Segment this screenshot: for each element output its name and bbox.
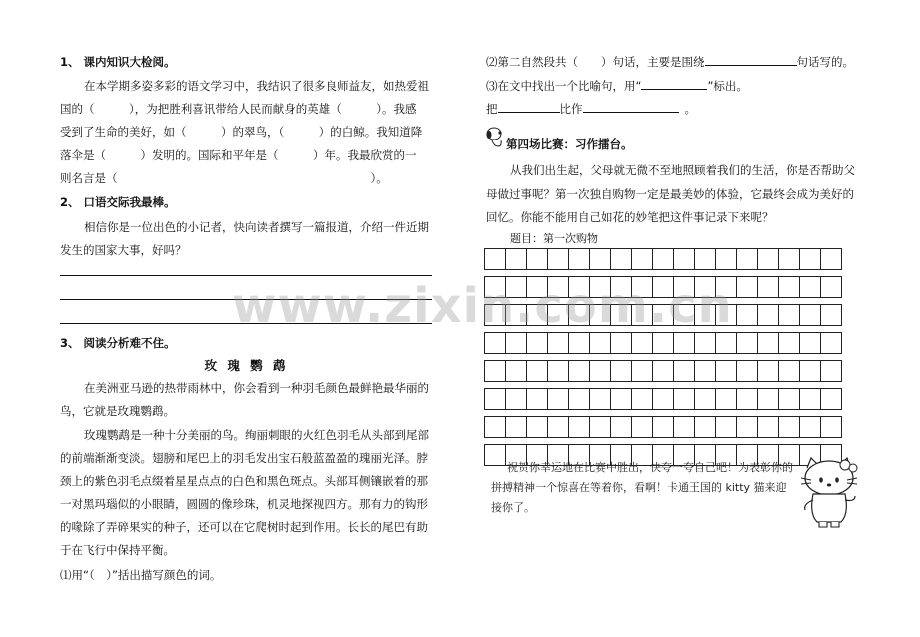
grid-cell[interactable] xyxy=(674,333,695,354)
grid-cell[interactable] xyxy=(821,333,842,354)
grid-gap-cell xyxy=(674,438,695,445)
grid-row xyxy=(485,277,842,298)
grid-cell[interactable] xyxy=(758,333,779,354)
grid-cell[interactable] xyxy=(800,249,821,270)
grid-gap-cell xyxy=(674,382,695,389)
grid-gap-cell xyxy=(569,410,590,417)
grid-cell[interactable] xyxy=(590,389,611,410)
grid-gap-cell xyxy=(548,270,569,277)
grid-cell[interactable] xyxy=(653,305,674,326)
grid-gap-cell xyxy=(653,354,674,361)
grid-gap-cell xyxy=(527,270,548,277)
grid-row xyxy=(485,389,842,410)
grid-row-gap xyxy=(485,438,842,445)
grid-cell[interactable] xyxy=(569,389,590,410)
grid-row xyxy=(485,361,842,382)
grid-gap-cell xyxy=(716,354,737,361)
underline-sample xyxy=(641,82,707,90)
grid-cell[interactable] xyxy=(800,417,821,438)
grid-cell[interactable] xyxy=(674,417,695,438)
question-2 xyxy=(486,54,854,70)
grid-gap-cell xyxy=(569,270,590,277)
article-line: 在美洲亚马逊的热带雨林中，你会看到一种羽毛颜色最鲜艳最华丽的 xyxy=(84,381,429,395)
grid-cell[interactable] xyxy=(485,417,506,438)
grid-gap-cell xyxy=(506,382,527,389)
grid-cell[interactable] xyxy=(569,361,590,382)
section-1-line: 则名言是（ ）。 xyxy=(60,171,388,185)
hello-kitty-icon xyxy=(795,456,865,528)
grid-gap-cell xyxy=(611,326,632,333)
grid-cell[interactable] xyxy=(779,361,800,382)
grid-gap-cell xyxy=(821,410,842,417)
grid-cell[interactable] xyxy=(611,305,632,326)
grid-gap-cell xyxy=(674,326,695,333)
grid-gap-cell xyxy=(653,438,674,445)
grid-row-gap xyxy=(485,410,842,417)
grid-cell[interactable] xyxy=(674,277,695,298)
grid-cell[interactable] xyxy=(758,305,779,326)
grid-cell[interactable] xyxy=(821,361,842,382)
grid-gap-cell xyxy=(548,410,569,417)
grid-cell[interactable] xyxy=(737,277,758,298)
grid-cell[interactable] xyxy=(800,389,821,410)
section-4-heading: 第四场比赛：习作擂台。 xyxy=(506,137,633,151)
grid-gap-cell xyxy=(569,438,590,445)
grid-cell[interactable] xyxy=(548,389,569,410)
grid-gap-cell xyxy=(800,354,821,361)
grid-cell[interactable] xyxy=(758,361,779,382)
grid-gap-cell xyxy=(674,298,695,305)
grid-cell[interactable] xyxy=(611,389,632,410)
question-2-tail: 句话写的。 xyxy=(796,55,854,69)
grid-gap-cell xyxy=(611,410,632,417)
question-3-text: ⑶在文中找出一个比喻句，用“ xyxy=(486,79,642,93)
article-line: 一对黑玛瑙似的小眼睛，圆圆的像珍珠，机灵地探视四方。那有力的钩形 xyxy=(60,497,428,511)
grid-gap-cell xyxy=(653,326,674,333)
grid-cell[interactable] xyxy=(737,249,758,270)
grid-cell[interactable] xyxy=(779,277,800,298)
grid-cell[interactable] xyxy=(779,249,800,270)
grid-cell[interactable] xyxy=(674,389,695,410)
grid-cell[interactable] xyxy=(695,417,716,438)
grid-gap-cell xyxy=(716,298,737,305)
grid-cell[interactable] xyxy=(485,389,506,410)
grid-cell[interactable] xyxy=(569,333,590,354)
grid-cell[interactable] xyxy=(800,333,821,354)
grid-gap-cell xyxy=(800,326,821,333)
grid-gap-cell xyxy=(695,410,716,417)
grid-gap-cell xyxy=(485,354,506,361)
grid-cell[interactable] xyxy=(779,389,800,410)
grid-gap-cell xyxy=(779,438,800,445)
grid-row xyxy=(485,305,842,326)
grid-cell[interactable] xyxy=(716,305,737,326)
grid-gap-cell xyxy=(779,354,800,361)
grid-row-gap xyxy=(485,270,842,277)
grid-cell[interactable] xyxy=(695,333,716,354)
grid-gap-cell xyxy=(590,326,611,333)
grid-gap-cell xyxy=(611,354,632,361)
grid-gap-cell xyxy=(779,298,800,305)
grid-cell[interactable] xyxy=(674,361,695,382)
grid-cell[interactable] xyxy=(506,389,527,410)
grid-gap-cell xyxy=(779,382,800,389)
grid-cell[interactable] xyxy=(632,333,653,354)
article-line: 鸟，它就是玫瑰鹦鹉。 xyxy=(60,404,175,418)
grid-cell[interactable] xyxy=(716,277,737,298)
grid-cell[interactable] xyxy=(548,305,569,326)
grid-cell[interactable] xyxy=(506,417,527,438)
grid-cell[interactable] xyxy=(611,333,632,354)
grid-gap-cell xyxy=(590,438,611,445)
grid-gap-cell xyxy=(527,438,548,445)
grid-gap-cell xyxy=(569,382,590,389)
grid-gap-cell xyxy=(590,270,611,277)
answer-line[interactable] xyxy=(60,323,432,324)
answer-line[interactable] xyxy=(60,299,432,300)
question-3 xyxy=(486,78,748,94)
grid-row-gap xyxy=(485,382,842,389)
grid-cell[interactable] xyxy=(632,249,653,270)
grid-cell[interactable] xyxy=(527,305,548,326)
section-1-line: 在本学期多姿多彩的语文学习中，我结识了很多良师益友，如热爱祖 xyxy=(84,79,429,93)
grid-gap-cell xyxy=(779,270,800,277)
section-2-line: 相信你是一位出色的小记者，快向读者撰写一篇报道，介绍一件近期 xyxy=(84,220,429,234)
grid-cell[interactable] xyxy=(527,417,548,438)
answer-blank[interactable] xyxy=(498,101,560,113)
grid-gap-cell xyxy=(800,382,821,389)
section-2-line: 发生的国家大事，好吗？ xyxy=(60,243,187,257)
grid-gap-cell xyxy=(485,438,506,445)
grid-cell[interactable] xyxy=(674,305,695,326)
grid-gap-cell xyxy=(527,354,548,361)
prompt-line: 从我们出生起，父母就无微不至地照顾着我们的生活，你是否帮助父 xyxy=(510,163,855,177)
grid-row-gap xyxy=(485,298,842,305)
grid-cell[interactable] xyxy=(569,305,590,326)
grid-cell[interactable] xyxy=(821,417,842,438)
grid-gap-cell xyxy=(506,438,527,445)
grid-gap-cell xyxy=(611,298,632,305)
grid-gap-cell xyxy=(632,326,653,333)
grid-cell[interactable] xyxy=(779,333,800,354)
grid-gap-cell xyxy=(506,354,527,361)
grid-gap-cell xyxy=(800,298,821,305)
grid-cell[interactable] xyxy=(569,417,590,438)
grid-cell[interactable] xyxy=(506,249,527,270)
grid-gap-cell xyxy=(653,382,674,389)
grid-gap-cell xyxy=(548,354,569,361)
question-2-text: ⑵第二自然段共（ ）句话，主要是围绕 xyxy=(486,55,705,69)
grid-cell[interactable] xyxy=(674,249,695,270)
grid-cell[interactable] xyxy=(800,305,821,326)
simile-prefix: 把 xyxy=(486,102,498,116)
grid-gap-cell xyxy=(737,326,758,333)
grid-gap-cell xyxy=(779,410,800,417)
grid-cell[interactable] xyxy=(737,417,758,438)
grid-gap-cell xyxy=(800,410,821,417)
grid-cell[interactable] xyxy=(611,249,632,270)
grid-cell[interactable] xyxy=(548,361,569,382)
grid-gap-cell xyxy=(821,298,842,305)
grid-cell[interactable] xyxy=(758,249,779,270)
grid-cell[interactable] xyxy=(653,417,674,438)
grid-cell[interactable] xyxy=(821,305,842,326)
grid-cell[interactable] xyxy=(548,417,569,438)
grid-cell[interactable] xyxy=(569,277,590,298)
grid-cell[interactable] xyxy=(695,361,716,382)
grid-gap-cell xyxy=(821,326,842,333)
article-title: 玫 瑰 鹦 鹉 xyxy=(204,358,289,373)
grid-cell[interactable] xyxy=(527,361,548,382)
grid-gap-cell xyxy=(716,382,737,389)
grid-gap-cell xyxy=(716,438,737,445)
grid-cell[interactable] xyxy=(527,277,548,298)
grid-cell[interactable] xyxy=(716,417,737,438)
grid-cell[interactable] xyxy=(737,389,758,410)
grid-row-gap xyxy=(485,354,842,361)
grid-cell[interactable] xyxy=(611,417,632,438)
grid-gap-cell xyxy=(485,298,506,305)
grid-cell[interactable] xyxy=(527,249,548,270)
grid-gap-cell xyxy=(632,270,653,277)
grid-cell[interactable] xyxy=(800,277,821,298)
grid-gap-cell xyxy=(506,298,527,305)
grid-row xyxy=(485,417,842,438)
grid-cell[interactable] xyxy=(737,333,758,354)
grid-cell[interactable] xyxy=(485,305,506,326)
grid-cell[interactable] xyxy=(548,277,569,298)
grid-gap-cell xyxy=(569,354,590,361)
grid-cell[interactable] xyxy=(506,361,527,382)
grid-gap-cell xyxy=(506,270,527,277)
grid-gap-cell xyxy=(695,438,716,445)
grid-gap-cell xyxy=(800,270,821,277)
grid-cell[interactable] xyxy=(527,333,548,354)
grid-gap-cell xyxy=(506,326,527,333)
grid-cell[interactable] xyxy=(716,333,737,354)
grid-cell[interactable] xyxy=(821,249,842,270)
grid-gap-cell xyxy=(758,410,779,417)
grid-gap-cell xyxy=(632,382,653,389)
grid-gap-cell xyxy=(695,354,716,361)
grid-gap-cell xyxy=(737,438,758,445)
grid-gap-cell xyxy=(758,438,779,445)
answer-blank[interactable] xyxy=(705,54,797,66)
grid-gap-cell xyxy=(737,354,758,361)
grid-cell[interactable] xyxy=(758,277,779,298)
grid-gap-cell xyxy=(674,410,695,417)
grid-cell[interactable] xyxy=(590,361,611,382)
grid-gap-cell xyxy=(737,410,758,417)
answer-line[interactable] xyxy=(60,275,432,276)
grid-cell[interactable] xyxy=(653,249,674,270)
grid-gap-cell xyxy=(821,438,842,445)
grid-cell[interactable] xyxy=(695,305,716,326)
question-1: ⑴用“（ ）”括出描写颜色的词。 xyxy=(60,568,222,582)
answer-blank[interactable] xyxy=(583,101,679,113)
grid-gap-cell xyxy=(758,270,779,277)
grid-cell[interactable] xyxy=(653,389,674,410)
grid-gap-cell xyxy=(527,382,548,389)
grid-gap-cell xyxy=(632,438,653,445)
article-line: 的喙除了弄碎果实的种子，还可以在它爬树时起到作用。长长的尾巴有助 xyxy=(60,520,428,534)
grid-gap-cell xyxy=(821,354,842,361)
simile-middle: 比作 xyxy=(559,102,583,116)
grid-cell[interactable] xyxy=(716,249,737,270)
grid-gap-cell xyxy=(737,298,758,305)
grid-gap-cell xyxy=(548,326,569,333)
grid-cell[interactable] xyxy=(569,249,590,270)
grid-gap-cell xyxy=(569,298,590,305)
grid-cell[interactable] xyxy=(590,305,611,326)
grid-cell[interactable] xyxy=(779,305,800,326)
grid-gap-cell xyxy=(569,326,590,333)
grid-gap-cell xyxy=(611,438,632,445)
grid-gap-cell xyxy=(632,410,653,417)
grid-cell[interactable] xyxy=(758,389,779,410)
grid-cell[interactable] xyxy=(716,361,737,382)
section-1-line: 落伞是（ ）发明的。国际和平年是（ ）年。我最欣赏的一 xyxy=(60,148,417,162)
grid-gap-cell xyxy=(527,326,548,333)
grid-gap-cell xyxy=(527,298,548,305)
grid-cell[interactable] xyxy=(758,417,779,438)
grid-gap-cell xyxy=(590,410,611,417)
grid-gap-cell xyxy=(611,382,632,389)
grid-cell[interactable] xyxy=(653,361,674,382)
grid-gap-cell xyxy=(716,410,737,417)
prompt-line: 母做过事呢？第一次独自购物一定是最美妙的体验，它最终会成为美好的 xyxy=(486,187,854,201)
grid-gap-cell xyxy=(548,438,569,445)
simile-answer xyxy=(486,101,696,117)
grid-gap-cell xyxy=(611,270,632,277)
question-3-tail: ”标出。 xyxy=(707,79,748,93)
grid-gap-cell xyxy=(590,298,611,305)
grid-gap-cell xyxy=(695,326,716,333)
grid-gap-cell xyxy=(590,354,611,361)
grid-cell[interactable] xyxy=(548,249,569,270)
grid-gap-cell xyxy=(695,270,716,277)
grid-cell[interactable] xyxy=(695,277,716,298)
grid-cell[interactable] xyxy=(821,277,842,298)
essay-topic: 题目：第一次购物 xyxy=(510,232,598,245)
grid-gap-cell xyxy=(758,382,779,389)
grid-cell[interactable] xyxy=(653,277,674,298)
grid-cell[interactable] xyxy=(779,417,800,438)
grid-gap-cell xyxy=(632,354,653,361)
article-line: 的前端渐渐变淡。翅膀和尾巴上的羽毛发出宝石般蓝盈盈的瑰丽光泽。脖 xyxy=(60,451,428,465)
grid-gap-cell xyxy=(758,354,779,361)
grid-cell[interactable] xyxy=(632,361,653,382)
watermark: www.zixin.com.cn xyxy=(232,278,733,334)
grid-cell[interactable] xyxy=(485,333,506,354)
grid-gap-cell xyxy=(674,270,695,277)
grid-cell[interactable] xyxy=(485,277,506,298)
grid-cell[interactable] xyxy=(527,389,548,410)
section-1-line: 国的（ ），为把胜利喜讯带给人民而献身的英雄（ ）。我感 xyxy=(60,102,417,116)
grid-cell[interactable] xyxy=(632,417,653,438)
article-line: 于在飞行中保持平衡。 xyxy=(60,543,175,557)
grid-gap-cell xyxy=(674,354,695,361)
grid-gap-cell xyxy=(737,270,758,277)
grid-gap-cell xyxy=(548,298,569,305)
grid-gap-cell xyxy=(716,270,737,277)
grid-gap-cell xyxy=(821,270,842,277)
grid-gap-cell xyxy=(758,298,779,305)
article-line: 玫瑰鹦鹉是一种十分美丽的鸟。绚丽刺眼的火红色羽毛从头部到尾部 xyxy=(84,428,429,442)
article-line: 颈上的紫色羽毛点缀着星星点点的白色和黑色斑点。头部耳侧镶嵌着的那 xyxy=(60,474,428,488)
grid-cell[interactable] xyxy=(632,305,653,326)
grid-cell[interactable] xyxy=(653,333,674,354)
grid-gap-cell xyxy=(590,382,611,389)
grid-gap-cell xyxy=(737,382,758,389)
grid-gap-cell xyxy=(653,410,674,417)
grid-cell[interactable] xyxy=(695,249,716,270)
grid-cell[interactable] xyxy=(737,361,758,382)
grid-cell[interactable] xyxy=(590,417,611,438)
grid-gap-cell xyxy=(800,438,821,445)
grid-gap-cell xyxy=(695,382,716,389)
grid-cell[interactable] xyxy=(590,333,611,354)
grid-gap-cell xyxy=(758,326,779,333)
grid-cell[interactable] xyxy=(485,361,506,382)
grid-gap-cell xyxy=(632,298,653,305)
grid-gap-cell xyxy=(506,410,527,417)
section-3-heading: 3、 阅读分析难不住。 xyxy=(60,336,176,350)
grid-gap-cell xyxy=(779,326,800,333)
congrats-text: 祝贺你幸运地在比赛中胜出，快夸一夸自己吧！为表彰你的拼搏精神一个惊喜在等着你，看啊！卡通王国的 kitty 猫来迎接你了。 xyxy=(491,461,793,514)
simile-end: 。 xyxy=(684,102,696,116)
grid-gap-cell xyxy=(548,382,569,389)
section-2-heading: 2、 口语交际我最棒。 xyxy=(60,195,176,209)
grid-gap-cell xyxy=(716,326,737,333)
grid-gap-cell xyxy=(485,270,506,277)
grid-row xyxy=(485,333,842,354)
grid-cell[interactable] xyxy=(485,249,506,270)
grid-cell[interactable] xyxy=(800,361,821,382)
section-1-line: 受到了生命的美好，如（ ）的翠鸟，（ ）的白鲸。我知道降 xyxy=(60,125,423,139)
grid-row xyxy=(485,249,842,270)
grid-cell[interactable] xyxy=(695,389,716,410)
grid-cell[interactable] xyxy=(611,277,632,298)
grid-gap-cell xyxy=(527,410,548,417)
grid-cell[interactable] xyxy=(590,249,611,270)
writing-grid[interactable] xyxy=(484,248,842,466)
grid-cell[interactable] xyxy=(506,277,527,298)
grid-cell[interactable] xyxy=(548,333,569,354)
section-1-heading: 1、 课内知识大检阅。 xyxy=(60,55,176,69)
grid-cell[interactable] xyxy=(821,389,842,410)
grid-cell[interactable] xyxy=(506,305,527,326)
grid-cell[interactable] xyxy=(611,361,632,382)
grid-gap-cell xyxy=(485,382,506,389)
grid-gap-cell xyxy=(485,326,506,333)
grid-cell[interactable] xyxy=(632,389,653,410)
grid-cell[interactable] xyxy=(737,305,758,326)
grid-cell[interactable] xyxy=(632,277,653,298)
grid-cell[interactable] xyxy=(590,277,611,298)
grid-gap-cell xyxy=(653,270,674,277)
grid-cell[interactable] xyxy=(716,389,737,410)
grid-gap-cell xyxy=(485,410,506,417)
grid-gap-cell xyxy=(653,298,674,305)
grid-gap-cell xyxy=(695,298,716,305)
grid-gap-cell xyxy=(821,382,842,389)
grid-row-gap xyxy=(485,326,842,333)
prompt-line: 回忆。你能不能用自己如花的妙笔把这件事记录下来呢？ xyxy=(486,210,774,224)
grid-cell[interactable] xyxy=(506,333,527,354)
